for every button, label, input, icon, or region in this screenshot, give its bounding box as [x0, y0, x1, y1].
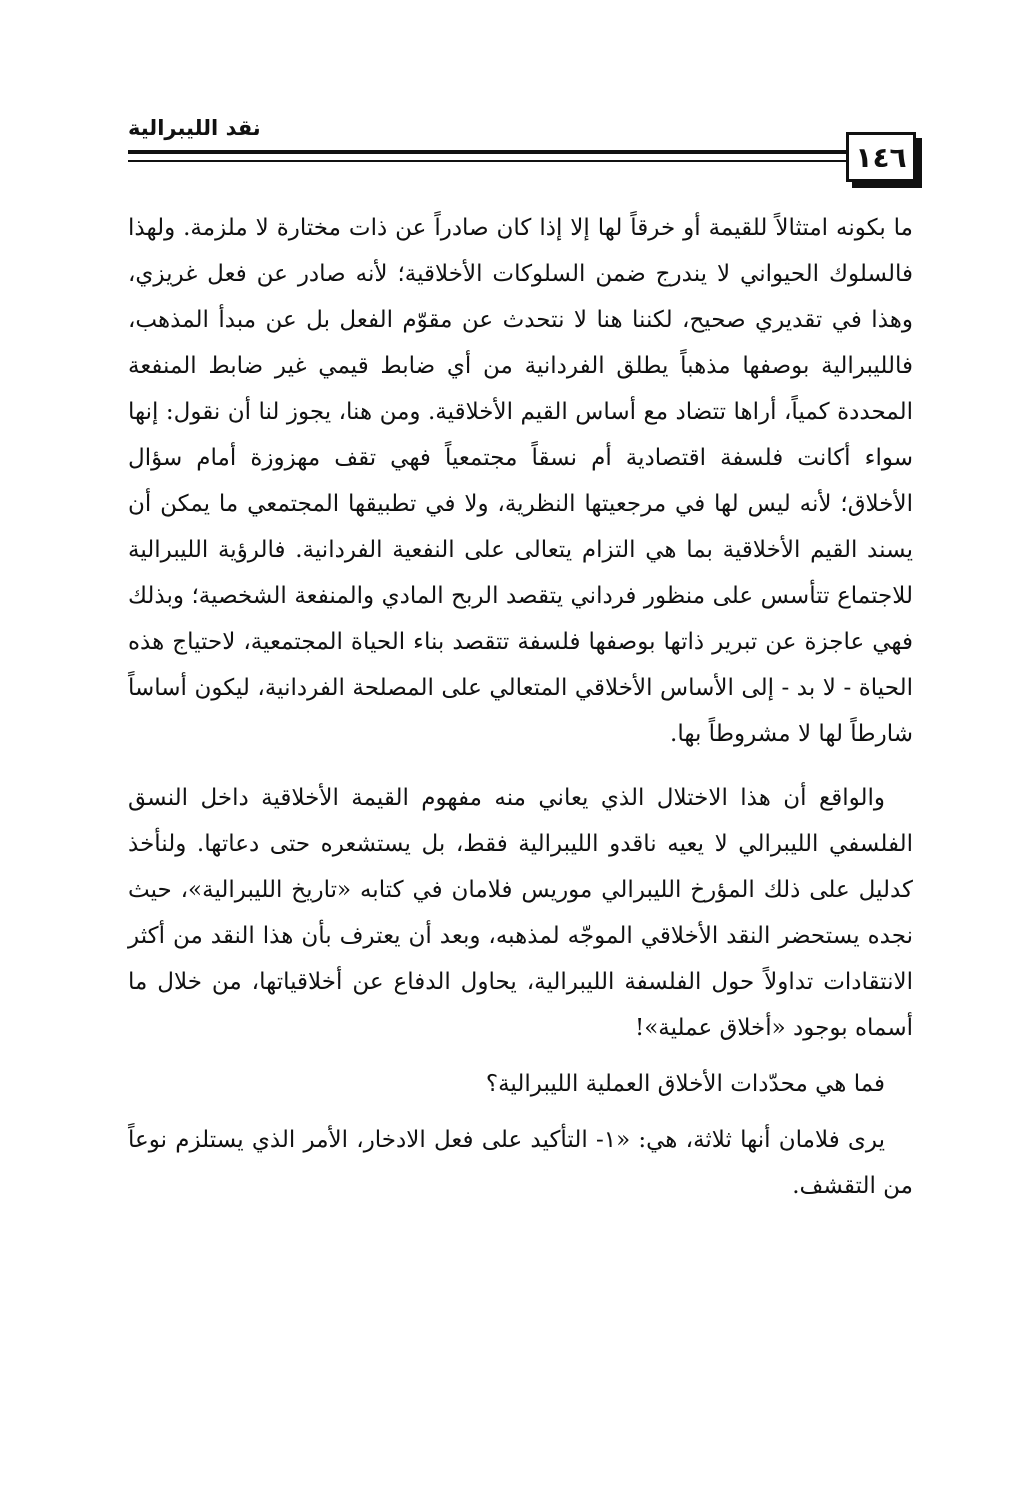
paragraph: ما بكونه امتثالاً للقيمة أو خرقاً لها إلا إذا كان صادراً عن ذات مختارة لا ملزمة. ولهذا فالسلوك الحيواني لا يندرج ضمن السلوكات الأخلاقية؛ لأنه صادر عن فعل غريزي، وهذا في تقديري صحيح، لكننا هنا لا نتحدث عن مقوّم الفعل بل عن مبدأ المذهب، فالليبرالية بوصفها مذهباً يطلق الفردانية من أي ضابط قيمي غير ضابط المنفعة المحددة كمياً، أراها تتضاد مع أساس القيم الأخلاقية. ومن هنا، يجوز لنا أن نقول: إنها سواء أكانت فلسفة اقتصادية أم نسقاً مجتمعياً فهي تقف مهزوزة أمام سؤال الأخلاق؛ لأنه ليس لها في مرجعيتها النظرية، ولا في تطبيقها المجتمعي ما يمكن أن يسند القيم الأخلاقية بما هي التزام يتعالى على النفعية الفردانية. فالرؤية الليبرالية للاجتماع تتأسس على منظور فرداني يتقصد الربح المادي والمنفعة الشخصية؛ وبذلك فهي عاجزة عن تبرير ذاتها بوصفها فلسفة تتقصد بناء الحياة المجتمعية، لاحتياج هذه الحياة - لا بد - إلى الأساس الأخلاقي المتعالي على المصلحة الفردانية، ليكون أساساً شارطاً لها لا مشروطاً بها. — [128, 215, 913, 747]
paragraph-question: فما هي محدّدات الأخلاق العملية الليبرالية؟ — [485, 1071, 885, 1097]
header-rule-thick — [128, 150, 848, 154]
page-body — [128, 205, 913, 1209]
running-title: نقد الليبرالية — [128, 116, 261, 140]
page-number: ١٤٦ — [855, 140, 907, 174]
paragraph: والواقع أن هذا الاختلال الذي يعاني منه مفهوم القيمة الأخلاقية داخل النسق الفلسفي الليبرالي لا يعيه ناقدو الليبرالية فقط، بل يستشعره حتى دعاتها. ولنأخذ كدليل على ذلك المؤرخ الليبرالي موريس فلامان في كتابه «تاريخ الليبرالية»، حيث نجده يستحضر النقد الأخلاقي الموجّه لمذهبه، وبعد أن يعترف بأن هذا النقد من أكثر الانتقادات تداولاً حول الفلسفة الليبرالية، يحاول الدفاع عن أخلاقياتها، من خلال ما أسماه بوجود «أخلاق عملية»! — [128, 785, 913, 1041]
paragraph: يرى فلامان أنها ثلاثة، هي: «١- التأكيد على فعل الادخار، الأمر الذي يستلزم نوعاً من التقشف. — [128, 1127, 913, 1199]
page-number-box — [846, 132, 916, 182]
header-rule-thin — [128, 160, 848, 162]
page-header — [0, 0, 1024, 200]
